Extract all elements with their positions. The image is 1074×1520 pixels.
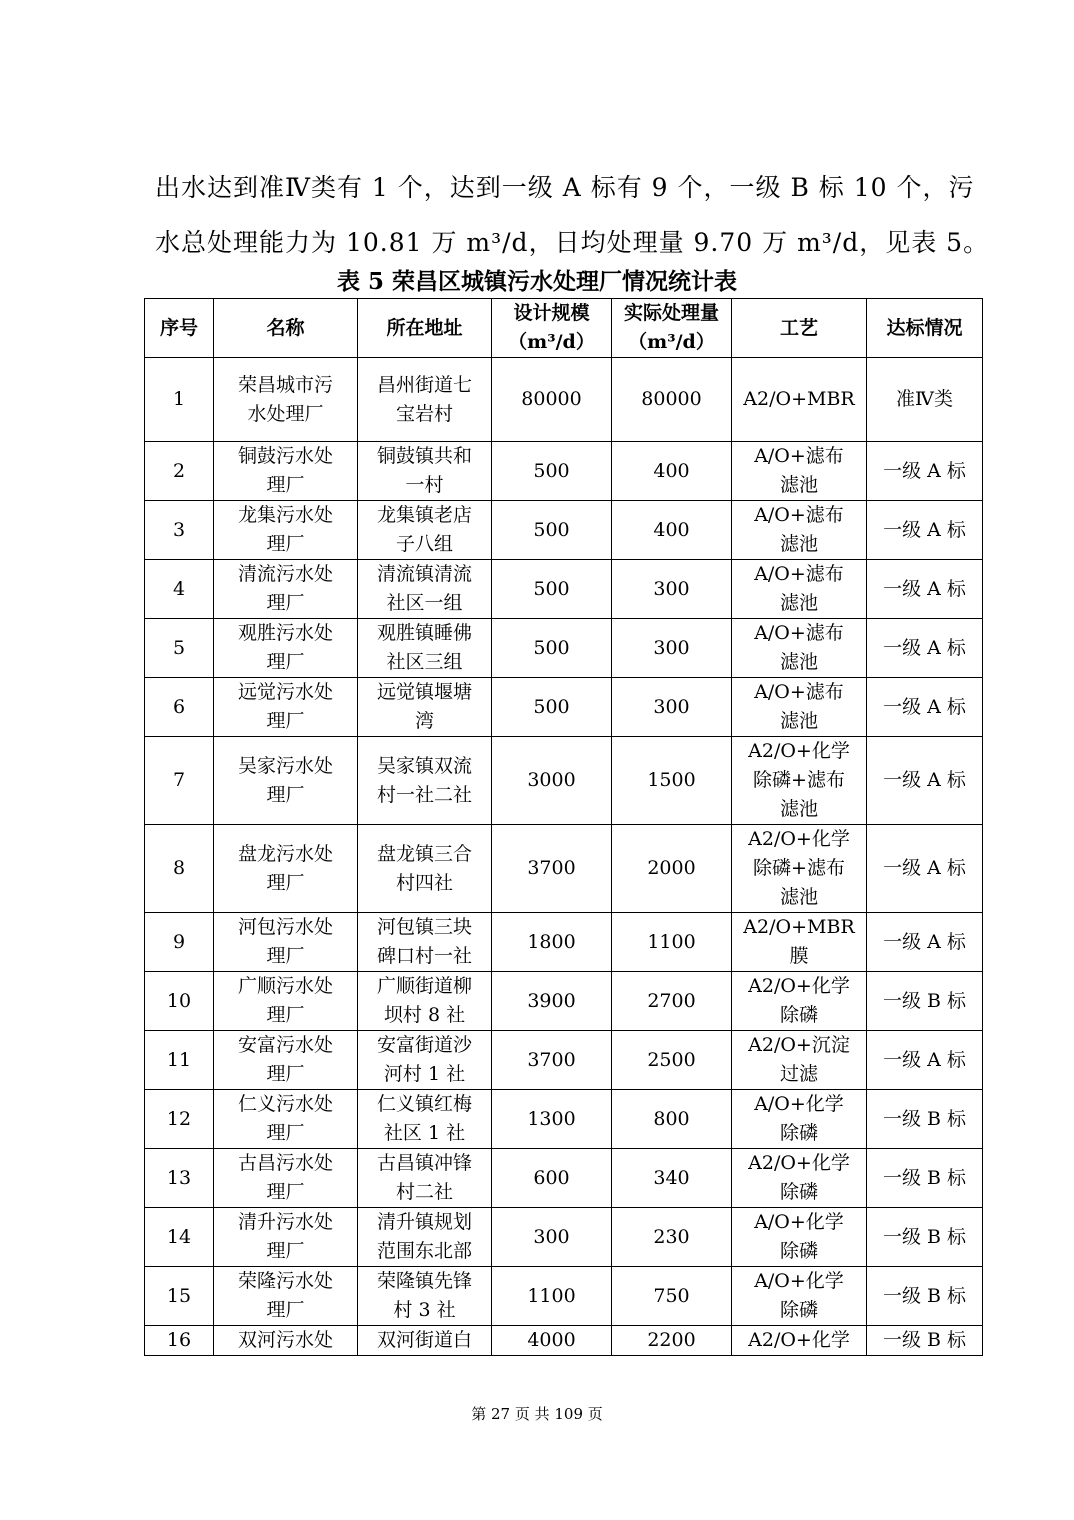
table-row: [145, 737, 983, 825]
cell-actual-volume: 340: [612, 1149, 732, 1208]
cell-name: 龙集污水处 理厂: [214, 501, 358, 560]
cell-standard: 一级 A 标: [867, 442, 983, 501]
cell-standard: 一级 A 标: [867, 825, 983, 913]
cell-standard: 一级 A 标: [867, 619, 983, 678]
cell-address: 吴家镇双流 村一社二社: [358, 737, 492, 825]
cell-address: 安富街道沙 河村 1 社: [358, 1031, 492, 1090]
cell-process: A2/O+化学: [732, 1326, 867, 1356]
cell-standard: 一级 B 标: [867, 1326, 983, 1356]
cell-address: 河包镇三块 碑口村一社: [358, 913, 492, 972]
cell-process: A2/O+MBR 膜: [732, 913, 867, 972]
table-row: [145, 619, 983, 678]
table-row: [145, 1149, 983, 1208]
cell-process: A/O+滤布 滤池: [732, 678, 867, 737]
cell-index: 11: [145, 1031, 214, 1090]
cell-actual-volume: 750: [612, 1267, 732, 1326]
cell-index: 7: [145, 737, 214, 825]
cell-actual-volume: 400: [612, 501, 732, 560]
cell-standard: 一级 B 标: [867, 1267, 983, 1326]
cell-name: 荣隆污水处 理厂: [214, 1267, 358, 1326]
cell-actual-volume: 2000: [612, 825, 732, 913]
cell-design-scale: 1100: [492, 1267, 612, 1326]
cell-actual-volume: 2500: [612, 1031, 732, 1090]
cell-design-scale: 80000: [492, 358, 612, 442]
cell-design-scale: 1300: [492, 1090, 612, 1149]
cell-index: 1: [145, 358, 214, 442]
cell-name: 远觉污水处 理厂: [214, 678, 358, 737]
cell-address: 铜鼓镇共和 一村: [358, 442, 492, 501]
cell-actual-volume: 230: [612, 1208, 732, 1267]
cell-name: 双河污水处: [214, 1326, 358, 1356]
table-row: [145, 972, 983, 1031]
table-row: [145, 825, 983, 913]
cell-actual-volume: 2200: [612, 1326, 732, 1356]
cell-standard: 一级 B 标: [867, 972, 983, 1031]
cell-name: 河包污水处 理厂: [214, 913, 358, 972]
table-row: [145, 1208, 983, 1267]
cell-index: 15: [145, 1267, 214, 1326]
cell-actual-volume: 300: [612, 619, 732, 678]
cell-index: 9: [145, 913, 214, 972]
header-standard: 达标情况: [867, 299, 983, 358]
header-design-scale: 设计规模 （m³/d）: [492, 299, 612, 358]
table-caption: 表 5 荣昌区城镇污水处理厂情况统计表: [336, 268, 738, 295]
header-actual-volume: 实际处理量 （m³/d）: [612, 299, 732, 358]
cell-name: 吴家污水处 理厂: [214, 737, 358, 825]
cell-design-scale: 500: [492, 619, 612, 678]
cell-address: 盘龙镇三合 村四社: [358, 825, 492, 913]
table-header-row: [145, 299, 983, 358]
cell-address: 观胜镇睡佛 社区三组: [358, 619, 492, 678]
cell-address: 清流镇清流 社区一组: [358, 560, 492, 619]
cell-process: A2/O+MBR: [732, 358, 867, 442]
cell-index: 4: [145, 560, 214, 619]
cell-actual-volume: 300: [612, 560, 732, 619]
cell-name: 荣昌城市污 水处理厂: [214, 358, 358, 442]
cell-design-scale: 4000: [492, 1326, 612, 1356]
cell-design-scale: 300: [492, 1208, 612, 1267]
cell-actual-volume: 300: [612, 678, 732, 737]
cell-design-scale: 1800: [492, 913, 612, 972]
table-row: [145, 358, 983, 442]
cell-process: A/O+滤布 滤池: [732, 442, 867, 501]
cell-actual-volume: 1100: [612, 913, 732, 972]
cell-address: 双河街道白: [358, 1326, 492, 1356]
cell-process: A2/O+化学 除磷+滤布 滤池: [732, 825, 867, 913]
cell-index: 3: [145, 501, 214, 560]
cell-index: 12: [145, 1090, 214, 1149]
cell-name: 盘龙污水处 理厂: [214, 825, 358, 913]
cell-actual-volume: 1500: [612, 737, 732, 825]
cell-standard: 一级 B 标: [867, 1090, 983, 1149]
cell-address: 清升镇规划 范围东北部: [358, 1208, 492, 1267]
cell-actual-volume: 400: [612, 442, 732, 501]
cell-name: 仁义污水处 理厂: [214, 1090, 358, 1149]
header-address: 所在地址: [358, 299, 492, 358]
cell-standard: 一级 B 标: [867, 1149, 983, 1208]
cell-standard: 一级 A 标: [867, 501, 983, 560]
cell-design-scale: 600: [492, 1149, 612, 1208]
cell-design-scale: 500: [492, 501, 612, 560]
cell-standard: 一级 A 标: [867, 560, 983, 619]
header-process: 工艺: [732, 299, 867, 358]
cell-design-scale: 500: [492, 442, 612, 501]
table-row: [145, 913, 983, 972]
table-row: [145, 1090, 983, 1149]
cell-index: 5: [145, 619, 214, 678]
paragraph-line-2: 水总处理能力为 10.81 万 m³/d，日均处理量 9.70 万 m³/d，见表 5。: [155, 228, 990, 257]
cell-standard: 一级 B 标: [867, 1208, 983, 1267]
cell-address: 昌州街道七 宝岩村: [358, 358, 492, 442]
table-row: [145, 1267, 983, 1326]
cell-design-scale: 3700: [492, 1031, 612, 1090]
cell-address: 远觉镇堰塘 湾: [358, 678, 492, 737]
cell-address: 广顺街道柳 坝村 8 社: [358, 972, 492, 1031]
cell-standard: 一级 A 标: [867, 1031, 983, 1090]
cell-process: A/O+滤布 滤池: [732, 501, 867, 560]
cell-process: A/O+滤布 滤池: [732, 560, 867, 619]
table-row: [145, 1031, 983, 1090]
cell-index: 14: [145, 1208, 214, 1267]
cell-design-scale: 500: [492, 560, 612, 619]
cell-process: A2/O+化学 除磷: [732, 972, 867, 1031]
cell-design-scale: 3700: [492, 825, 612, 913]
cell-actual-volume: 800: [612, 1090, 732, 1149]
table-row: [145, 678, 983, 737]
cell-standard: 一级 A 标: [867, 913, 983, 972]
cell-process: A2/O+化学 除磷+滤布 滤池: [732, 737, 867, 825]
cell-standard: 一级 A 标: [867, 678, 983, 737]
cell-design-scale: 3900: [492, 972, 612, 1031]
cell-index: 10: [145, 972, 214, 1031]
header-index: 序号: [145, 299, 214, 358]
cell-name: 清流污水处 理厂: [214, 560, 358, 619]
table-row: [145, 560, 983, 619]
cell-standard: 一级 A 标: [867, 737, 983, 825]
cell-address: 荣隆镇先锋 村 3 社: [358, 1267, 492, 1326]
cell-name: 安富污水处 理厂: [214, 1031, 358, 1090]
cell-process: A/O+滤布 滤池: [732, 619, 867, 678]
cell-process: A/O+化学 除磷: [732, 1267, 867, 1326]
cell-index: 2: [145, 442, 214, 501]
table-row: [145, 1326, 983, 1356]
table-row: [145, 501, 983, 560]
cell-actual-volume: 80000: [612, 358, 732, 442]
table-row: [145, 442, 983, 501]
page-footer: 第 27 页 共 109 页: [471, 1405, 603, 1423]
cell-process: A/O+化学 除磷: [732, 1208, 867, 1267]
cell-index: 8: [145, 825, 214, 913]
cell-actual-volume: 2700: [612, 972, 732, 1031]
cell-name: 清升污水处 理厂: [214, 1208, 358, 1267]
cell-address: 龙集镇老店 子八组: [358, 501, 492, 560]
cell-name: 铜鼓污水处 理厂: [214, 442, 358, 501]
cell-address: 古昌镇冲锋 村二社: [358, 1149, 492, 1208]
cell-index: 13: [145, 1149, 214, 1208]
cell-design-scale: 3000: [492, 737, 612, 825]
sewage-plant-table: [144, 298, 983, 1356]
table-body: [145, 358, 983, 1356]
cell-process: A/O+化学 除磷: [732, 1090, 867, 1149]
cell-index: 16: [145, 1326, 214, 1356]
cell-index: 6: [145, 678, 214, 737]
cell-standard: 准Ⅳ类: [867, 358, 983, 442]
header-name: 名称: [214, 299, 358, 358]
cell-design-scale: 500: [492, 678, 612, 737]
cell-name: 广顺污水处 理厂: [214, 972, 358, 1031]
cell-process: A2/O+化学 除磷: [732, 1149, 867, 1208]
cell-name: 观胜污水处 理厂: [214, 619, 358, 678]
paragraph-line-1: 出水达到准Ⅳ类有 1 个，达到一级 A 标有 9 个，一级 B 标 10 个，污: [155, 173, 975, 202]
cell-address: 仁义镇红梅 社区 1 社: [358, 1090, 492, 1149]
cell-name: 古昌污水处 理厂: [214, 1149, 358, 1208]
cell-process: A2/O+沉淀 过滤: [732, 1031, 867, 1090]
